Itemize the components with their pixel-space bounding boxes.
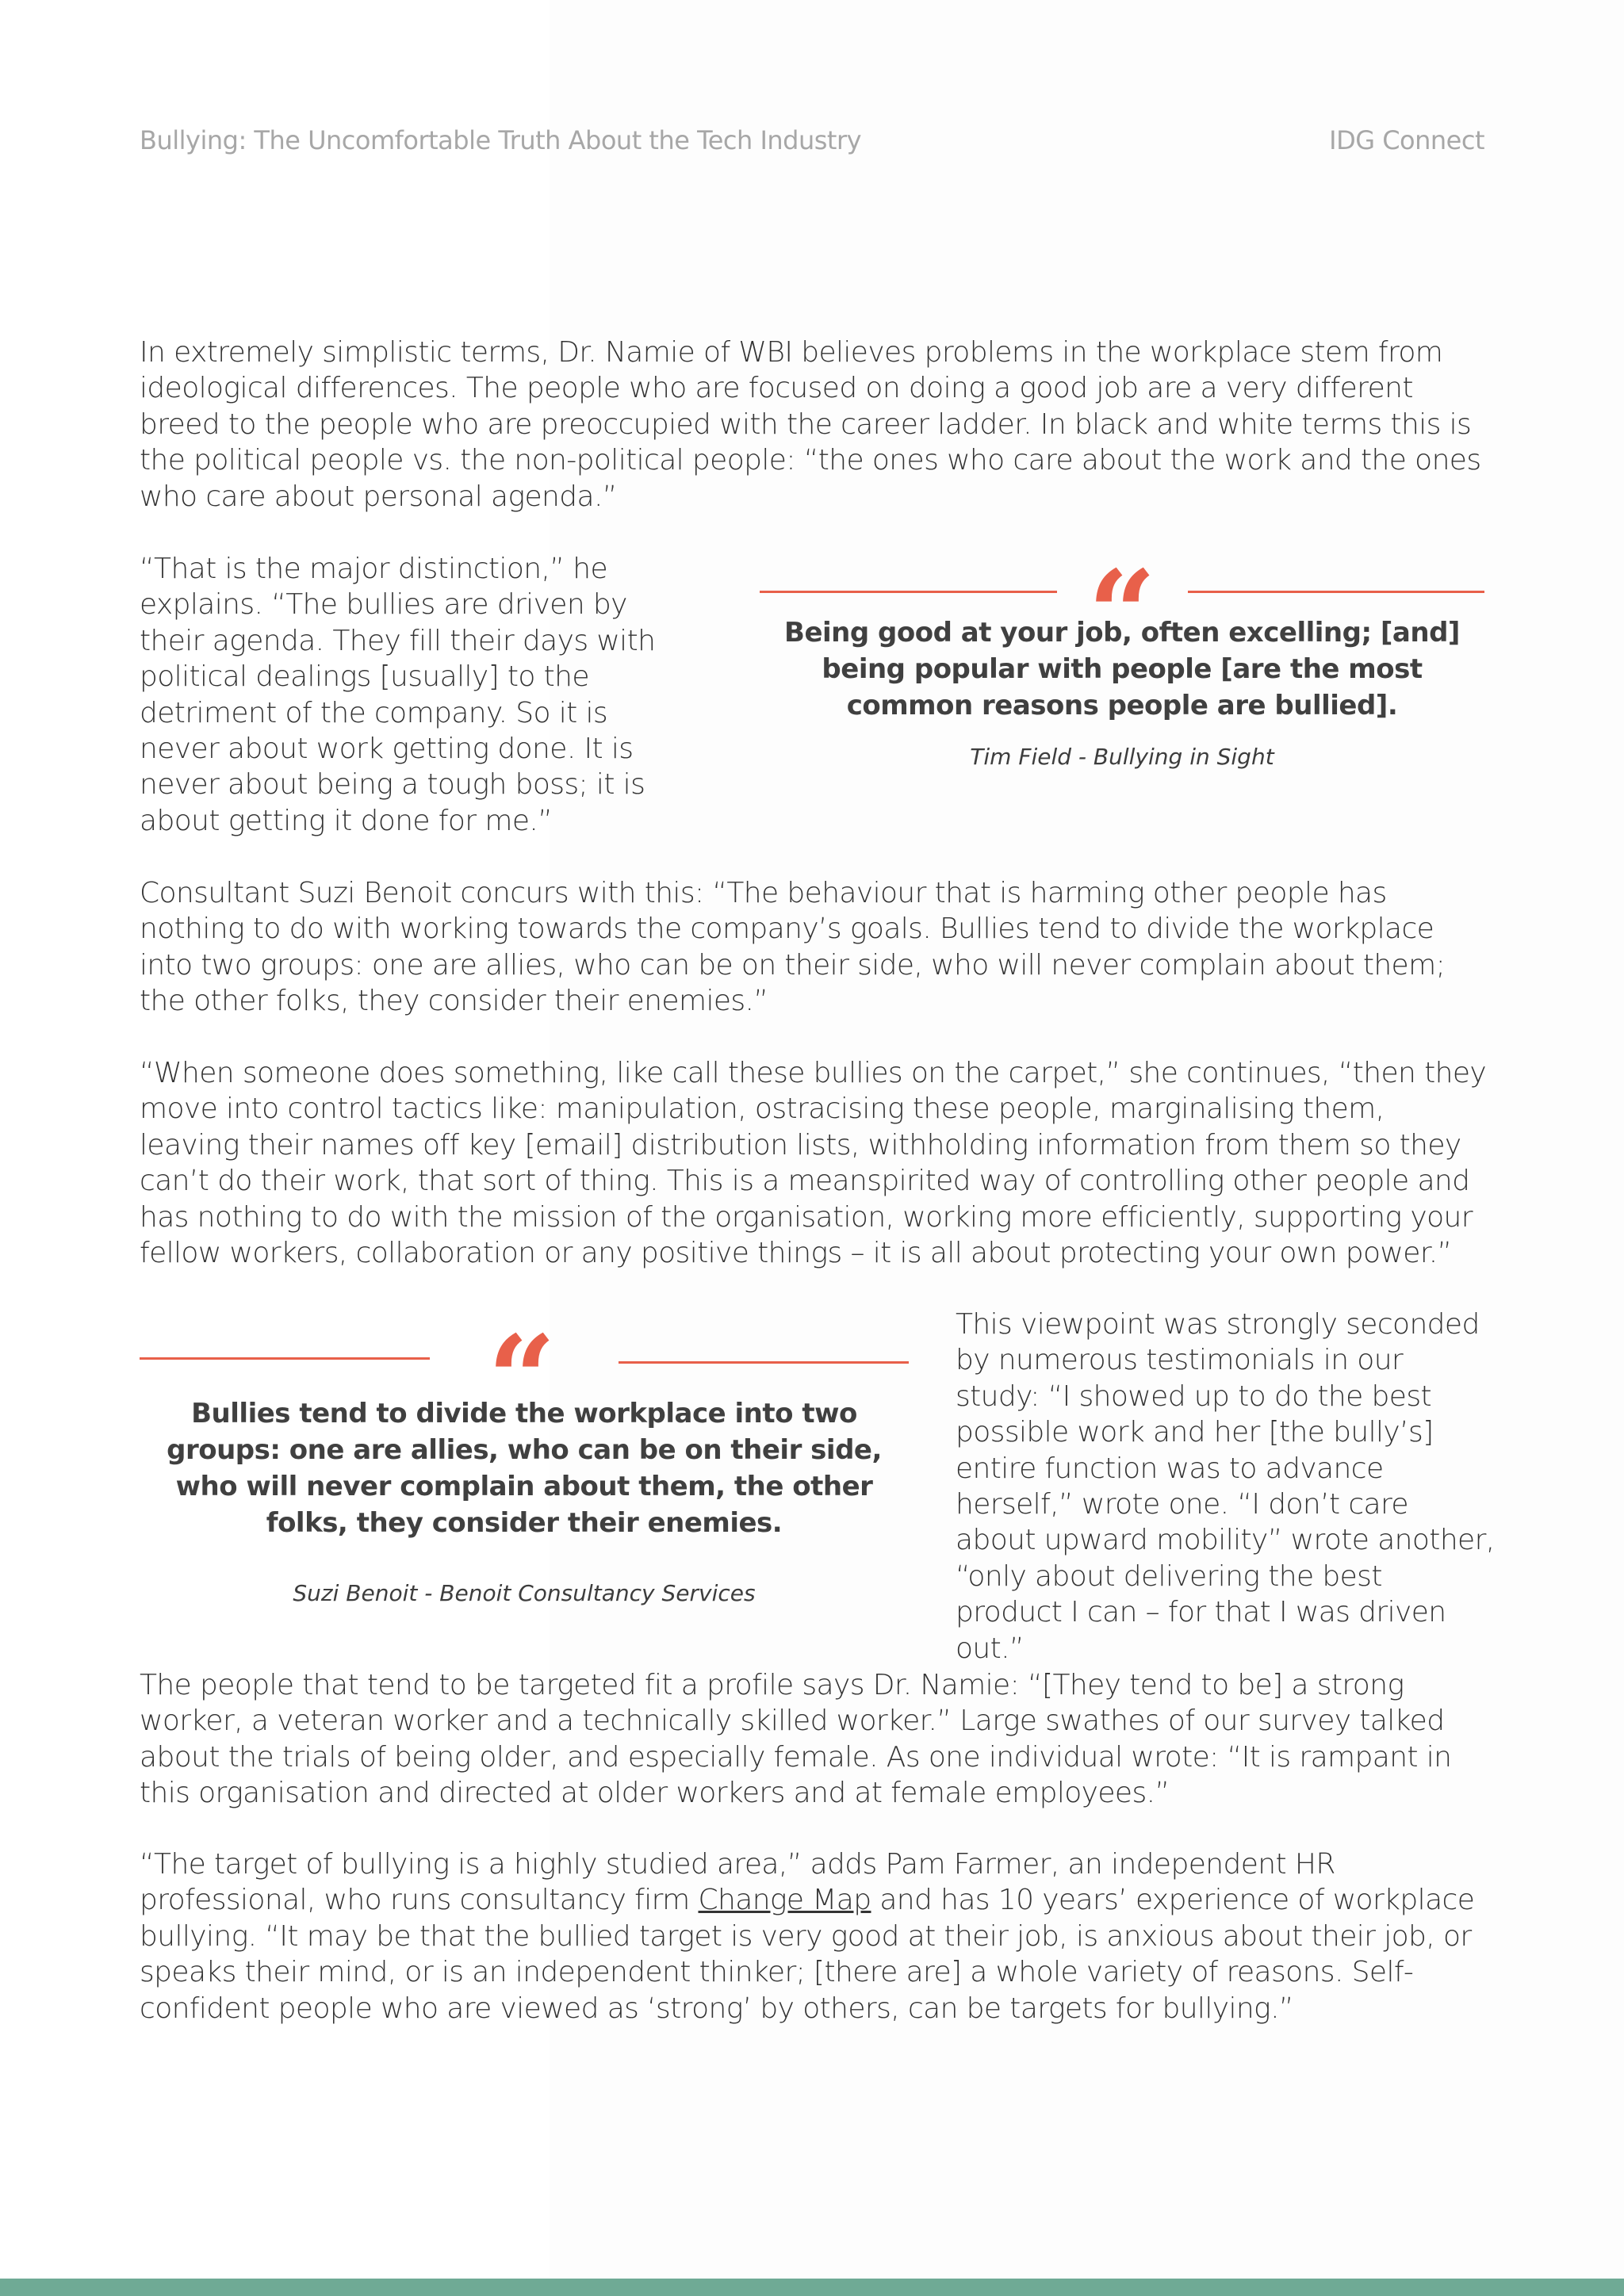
- header-title: Bullying: The Uncomfortable Truth About the Tech Industry: [140, 125, 862, 155]
- footer-bar: [0, 2279, 1624, 2296]
- paragraph-6: The people that tend to be targeted fit a profile says Dr. Namie: “[They tend to be] a strong worker, a veteran worker and a technically skilled worker.” Large swathes of our survey talked about the trials of being older, and especially female. As one individual wrote: “It is rampant in this organisation and directed at older workers and at female employees.”: [140, 1669, 1452, 1810]
- pull-quote-2: [140, 1310, 909, 1621]
- paragraph-5: This viewpoint was strongly seconded by numerous testimonials in our study: “I showed up to do the best possible work and her [the bully’s] entire function was to advance herself,” wrote one. “I don’t care about upward mobility” wrote another, “only about delivering the best product I can – for that I was driven out.”: [956, 1308, 1495, 1665]
- pull-quote-rule-left: [140, 1357, 430, 1360]
- pull-quote-rule-right: [1188, 591, 1484, 593]
- quote-mark-icon: “: [487, 1310, 557, 1449]
- running-header: [140, 121, 1484, 160]
- change-map-link[interactable]: Change Map: [698, 1884, 871, 1917]
- pull-quote-citation: Suzi Benoit - Benoit Consultancy Services: [293, 1580, 756, 1606]
- paragraph-1: In extremely simplistic terms, Dr. Namie of WBI believes problems in the workplace stem from ideological differences. The people who are focused on doing a good job are a very different breed to the people who are preoccupied with the career ladder. In black and white terms this is the political people vs. the non-political people: “the ones who care about the work and the ones who care about personal agenda.”: [140, 336, 1481, 513]
- pull-quote-1: [760, 545, 1484, 785]
- paragraph-7: [140, 1846, 1488, 2026]
- paragraph-3: Consultant Suzi Benoit concurs with this: “The behaviour that is harming other people has nothing to do with working towards the company’s goals. Bullies tend to divide the workplace into two groups: one are allies, who can be on their side, who will never complain about them; the other folks, they consider their enemies.”: [140, 877, 1446, 1018]
- paragraph-7-text-end: and has 10 years’ experience of workplace bullying. “It may be that the bullied target is very good at their job, is anxious about their job, or speaks their mind, or is an independent thinker; [there are] a whole variety of reasons. Self-confident people who are viewed as ‘strong’ by others, can be targets for bullying.”: [140, 1884, 1475, 2025]
- pull-quote-citation: Tim Field - Bullying in Sight: [970, 744, 1274, 770]
- pull-quote-text: Being good at your job, often excelling; [and] being popular with people [are the most common reasons people are bullied].: [784, 617, 1460, 721]
- paragraph-7-text-start: “The target of bullying is a highly studied area,” adds Pam Farmer, an independent HR professional, who runs consultancy firm: [140, 1848, 1335, 1917]
- paragraph-4: “When someone does something, like call these bullies on the carpet,” she continues, “then they move into control tactics like: manipulation, ostracising these people, marginalising them, leaving their names off key [email] distribution lists, withholding information from them so they can’t do their work, that sort of thing. This is a meanspirited way of controlling other people and has nothing to do with the mission of the organisation, working more efficiently, supporting your fellow workers, collaboration or any positive things – it is all about protecting your own power.”: [140, 1057, 1487, 1270]
- header-publisher: IDG Connect: [1329, 125, 1484, 155]
- pull-quote-rule-right: [619, 1361, 909, 1364]
- pull-quote-text: Bullies tend to divide the workplace into two groups: one are allies, who can be on their side, who will never complain about them, the other folks, they consider their enemies.: [167, 1398, 882, 1539]
- pull-quote-rule-left: [760, 591, 1057, 593]
- quote-mark-icon: “: [1087, 545, 1157, 684]
- paragraph-2: “That is the major distinction,” he explains. “The bullies are driven by their agenda. They fill their days with political dealings [usually] to the detriment of the company. So it is never about work getting done. It is never about being a tough boss; it is about getting it done for me.”: [140, 553, 656, 837]
